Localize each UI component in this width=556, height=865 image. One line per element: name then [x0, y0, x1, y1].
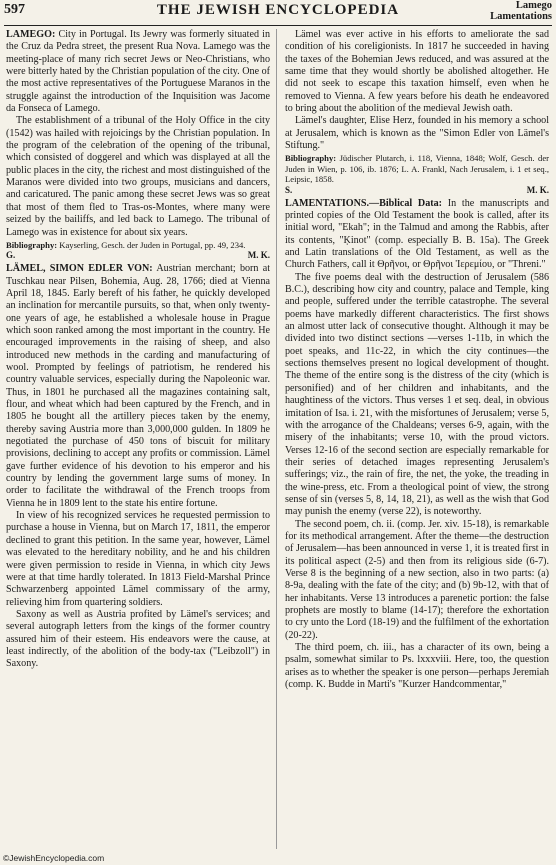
- left-column: [6, 29, 270, 861]
- lamego-signature: [6, 250, 270, 261]
- signature-initial: G.: [6, 250, 16, 261]
- bibliography-label: Bibliography:: [285, 153, 337, 164]
- lamel-bibliography: [285, 153, 549, 184]
- watermark-link[interactable]: ©JewishEncyclopedia.com: [3, 853, 105, 863]
- page-header: [4, 0, 552, 24]
- signature-author: M. K.: [526, 184, 549, 195]
- section-guide: [490, 0, 552, 22]
- lamego-bibliography: [6, 240, 270, 250]
- column-divider: [276, 29, 277, 849]
- signature-author: M. K.: [247, 250, 270, 261]
- lamel-signature: [285, 185, 549, 196]
- page-number: 597: [4, 2, 25, 17]
- lamel-paragraph-5: Lämel's daughter, Elise Herz, founded in his memory a school at Jerusalem, which is known as the "Simon Edler von Lämel's Stiftung.": [285, 115, 549, 152]
- lamel-paragraph-2: In view of his recognized services he requested permission to purchase a house in Vienna, but on March 17, 1811, the emperor declined to grant this petition. In the same year, however, Lämel was elevated to the hereditary nobility, and he and his children were given permission to reside in Vienna, in which city Jews were at that time hardly tolerated. In 1813 Field-Marshal Prince Schwarzenberg appointed Lämel commissary of the army, relieving him from quartering soldiers.: [6, 510, 270, 608]
- running-title: THE JEWISH ENCYCLOPEDIA: [156, 2, 400, 18]
- bibliography-text: Jüdischer Plutarch, i. 118, Vienna, 1848; Wolf, Gesch. der Juden in Wien, p. 106, ib. 1876; L. A. Frankl, Nach Jerusalem, i. 1 et seq., Leipsic, 1858.: [285, 153, 549, 185]
- lamentations-paragraph-1: In the manuscripts and printed copies of the Old Testament the book is called, after its initial word, "Ekah"; in the Talmud and among the Rabbis, after its contents, "Ḳinot" (comp. especially B. B. 15a). The Greek and Latin translations of the Old Testament, as well as the Church Fathers, call it Θρῆνοι, or Θρῆνοι Ἰερεμίου, or "Threni.": [285, 197, 549, 271]
- headword-lamentations: LAMENTATIONS.—Biblical Data:: [285, 197, 443, 209]
- lamel-paragraph-3: Saxony as well as Austria profited by Lämel's services; and several autograph letters from the kings of the former country assured him of their esteem. His endeavors were the cause, at least indirectly, of the abolition of the body-tax ("Leibzoll") in Saxony.: [6, 608, 270, 670]
- headword-lamego: LAMEGO:: [6, 29, 56, 40]
- lamego-paragraph-2: The establishment of a tribunal of the Holy Office in the city (1542) was hailed with rejoicings by the Christian population. In the program of the celebration of the opening of the tribunal, which consisted of doggerel and which was displayed at all the public places in the city, the richest and most distinguished of the Maranos were divided into two groups, musicians and dancers, and caricatured. The panic among these secret Jews was so great that most of them fled to Tras-os-Montes, where many were seized by the bailiffs, and led back to Lamego. The tribunal of Lamego was in existence for about six years.: [6, 115, 270, 238]
- headword-lamel: LÄMEL, SIMON EDLER VON:: [6, 263, 153, 275]
- header-rule: [4, 25, 552, 26]
- lamel-paragraph-1: Austrian merchant; born at Tuschkau near Pilsen, Bohemia, Aug. 28, 1766; died at Vienna April 18, 1845. Early bereft of his father, he quickly developed an inclination for mercantile pursuits, so that, when only twenty-one years of age, he established a wholesale house in Prague which soon ranked among the most important in the country. He encouraged improvements in the raising of sheep, and also introduced new methods in the carding and manufacturing of wool. Prompted by feelings of patriotism, he rendered his country valuable services, especially during the Napoleonic war. Thus, in 1801 he purchased all the magazines containing salt, flour, and wheat which had been captured by the French, and in 1805 he bought all the artillery pieces taken by the enemy, thereby saving Austria more than 3,000,000 gulden. In 1809 he negotiated the purchase of 450 tons of biscuit for military provisions, declining to accept any profits or commission. Lämel gave further evidence of his devotion to his emperor and his country by lending the government large sums of money. In order to facilitate the withdrawal of the French troops from Vienna he in 1809 lent to the state his entire fortune.: [6, 263, 270, 509]
- lamentations-paragraph-3: The second poem, ch. ii. (comp. Jer. xiv. 15-18), is remarkable for its methodical arrangement. After the theme—the destruction of Jerusalem—has been announced in verse 1, it is treated first in its political aspect (2-5) and then from its religious side (6-7). Verse 8 is the beginning of a new section, also in two parts: (a) 8-9a, dealing with the fate of the city; and (b) 9b-12, with that of her inhabitants. Verse 13 introduces a parenetic portion: the false prophets are mostly to blame (14-17); therefore the exhortation to cry unto the Lord (18-19) and the fulfilment of the exhortation (20-22).: [285, 518, 549, 641]
- lamentations-paragraph-2: The five poems deal with the destruction of Jerusalem (586 B.C.), describing how city and country, palace and Temple, king and people, suffered under the terrible catastrophe. The several poems have markedly different characteristics. The first shows an almost utter lack of consecutive thought. Although it may be divided into two distinct sections —verses 1-11b, in which the poet speaks, and 11c-22, in which the city continues—the sections themselves present no logical development of thought. The theme of the entire song is the distress of the city (which is personified) and of her children and inhabitants, and the haughtiness of the victors. Thus verses 1 et seq. deal, in obvious imitation of Isa. i. 21, with the misfortunes of Jerusalem; verse 5, with the arrogance of the Chaldeans; verses 6-9, again, with the misery of the inhabitants; verse 10, with the proud victors. Verses 12-16 of the second section are especially remarkable for their series of detached images representing Jerusalem's sufferings; viz., the rain of fire, the net, the yoke, the treading in the wine-press, etc. From a theological point of view, the strong sense of sin (verses 5, 8, 14, 18, 21), as well as the wish that God may punish the enemy (verse 22), is noteworthy.: [285, 271, 549, 518]
- section-guide-last: Lamentations: [490, 11, 552, 22]
- bibliography-label: Bibliography:: [6, 239, 58, 250]
- bibliography-text: Kayserling, Gesch. der Juden in Portugal, pp. 49, 234.: [59, 239, 246, 250]
- lamel-paragraph-4: Lämel was ever active in his efforts to ameliorate the sad condition of his coreligionists. In 1817 he succeeded in having the taxes of the Bohemian Jews reduced, and was assured at the same time that they would shortly be abolished altogether. He did not seek to escape this taxation himself, even when he removed to Vienna. A few years before his death he endeavored to bring about the abolition of the medieval Jewish oath.: [285, 29, 549, 115]
- section-guide-first: Lamego: [515, 0, 552, 11]
- entry-lamentations: [285, 198, 549, 272]
- signature-initial: S.: [285, 184, 293, 195]
- entry-lamel: [6, 263, 270, 510]
- entry-lamego: [6, 29, 270, 115]
- right-column: [285, 29, 549, 861]
- lamego-paragraph-1: City in Portugal. Its Jewry was formerly situated in the Cruz da Pedra street, the present Rua Nova. Lamego was the meeting-place of many rich secret Jews or Neo-Christians, who were bitterly hated by the Christian population of the city. One of the most active representatives of the Portuguese Maranos in the struggle against the introduction of the Inquisition was Jacome da Fonseca of Lamego.: [6, 29, 270, 115]
- lamentations-paragraph-4: The third poem, ch. iii., has a character of its own, being a psalm, somewhat similar to Ps. lxxxviii. Here, too, the question arises as to whether the speaker is one person—perhaps Jeremiah (comp. K. Budde in Marti's "Kurzer Handcommentar,": [285, 642, 549, 691]
